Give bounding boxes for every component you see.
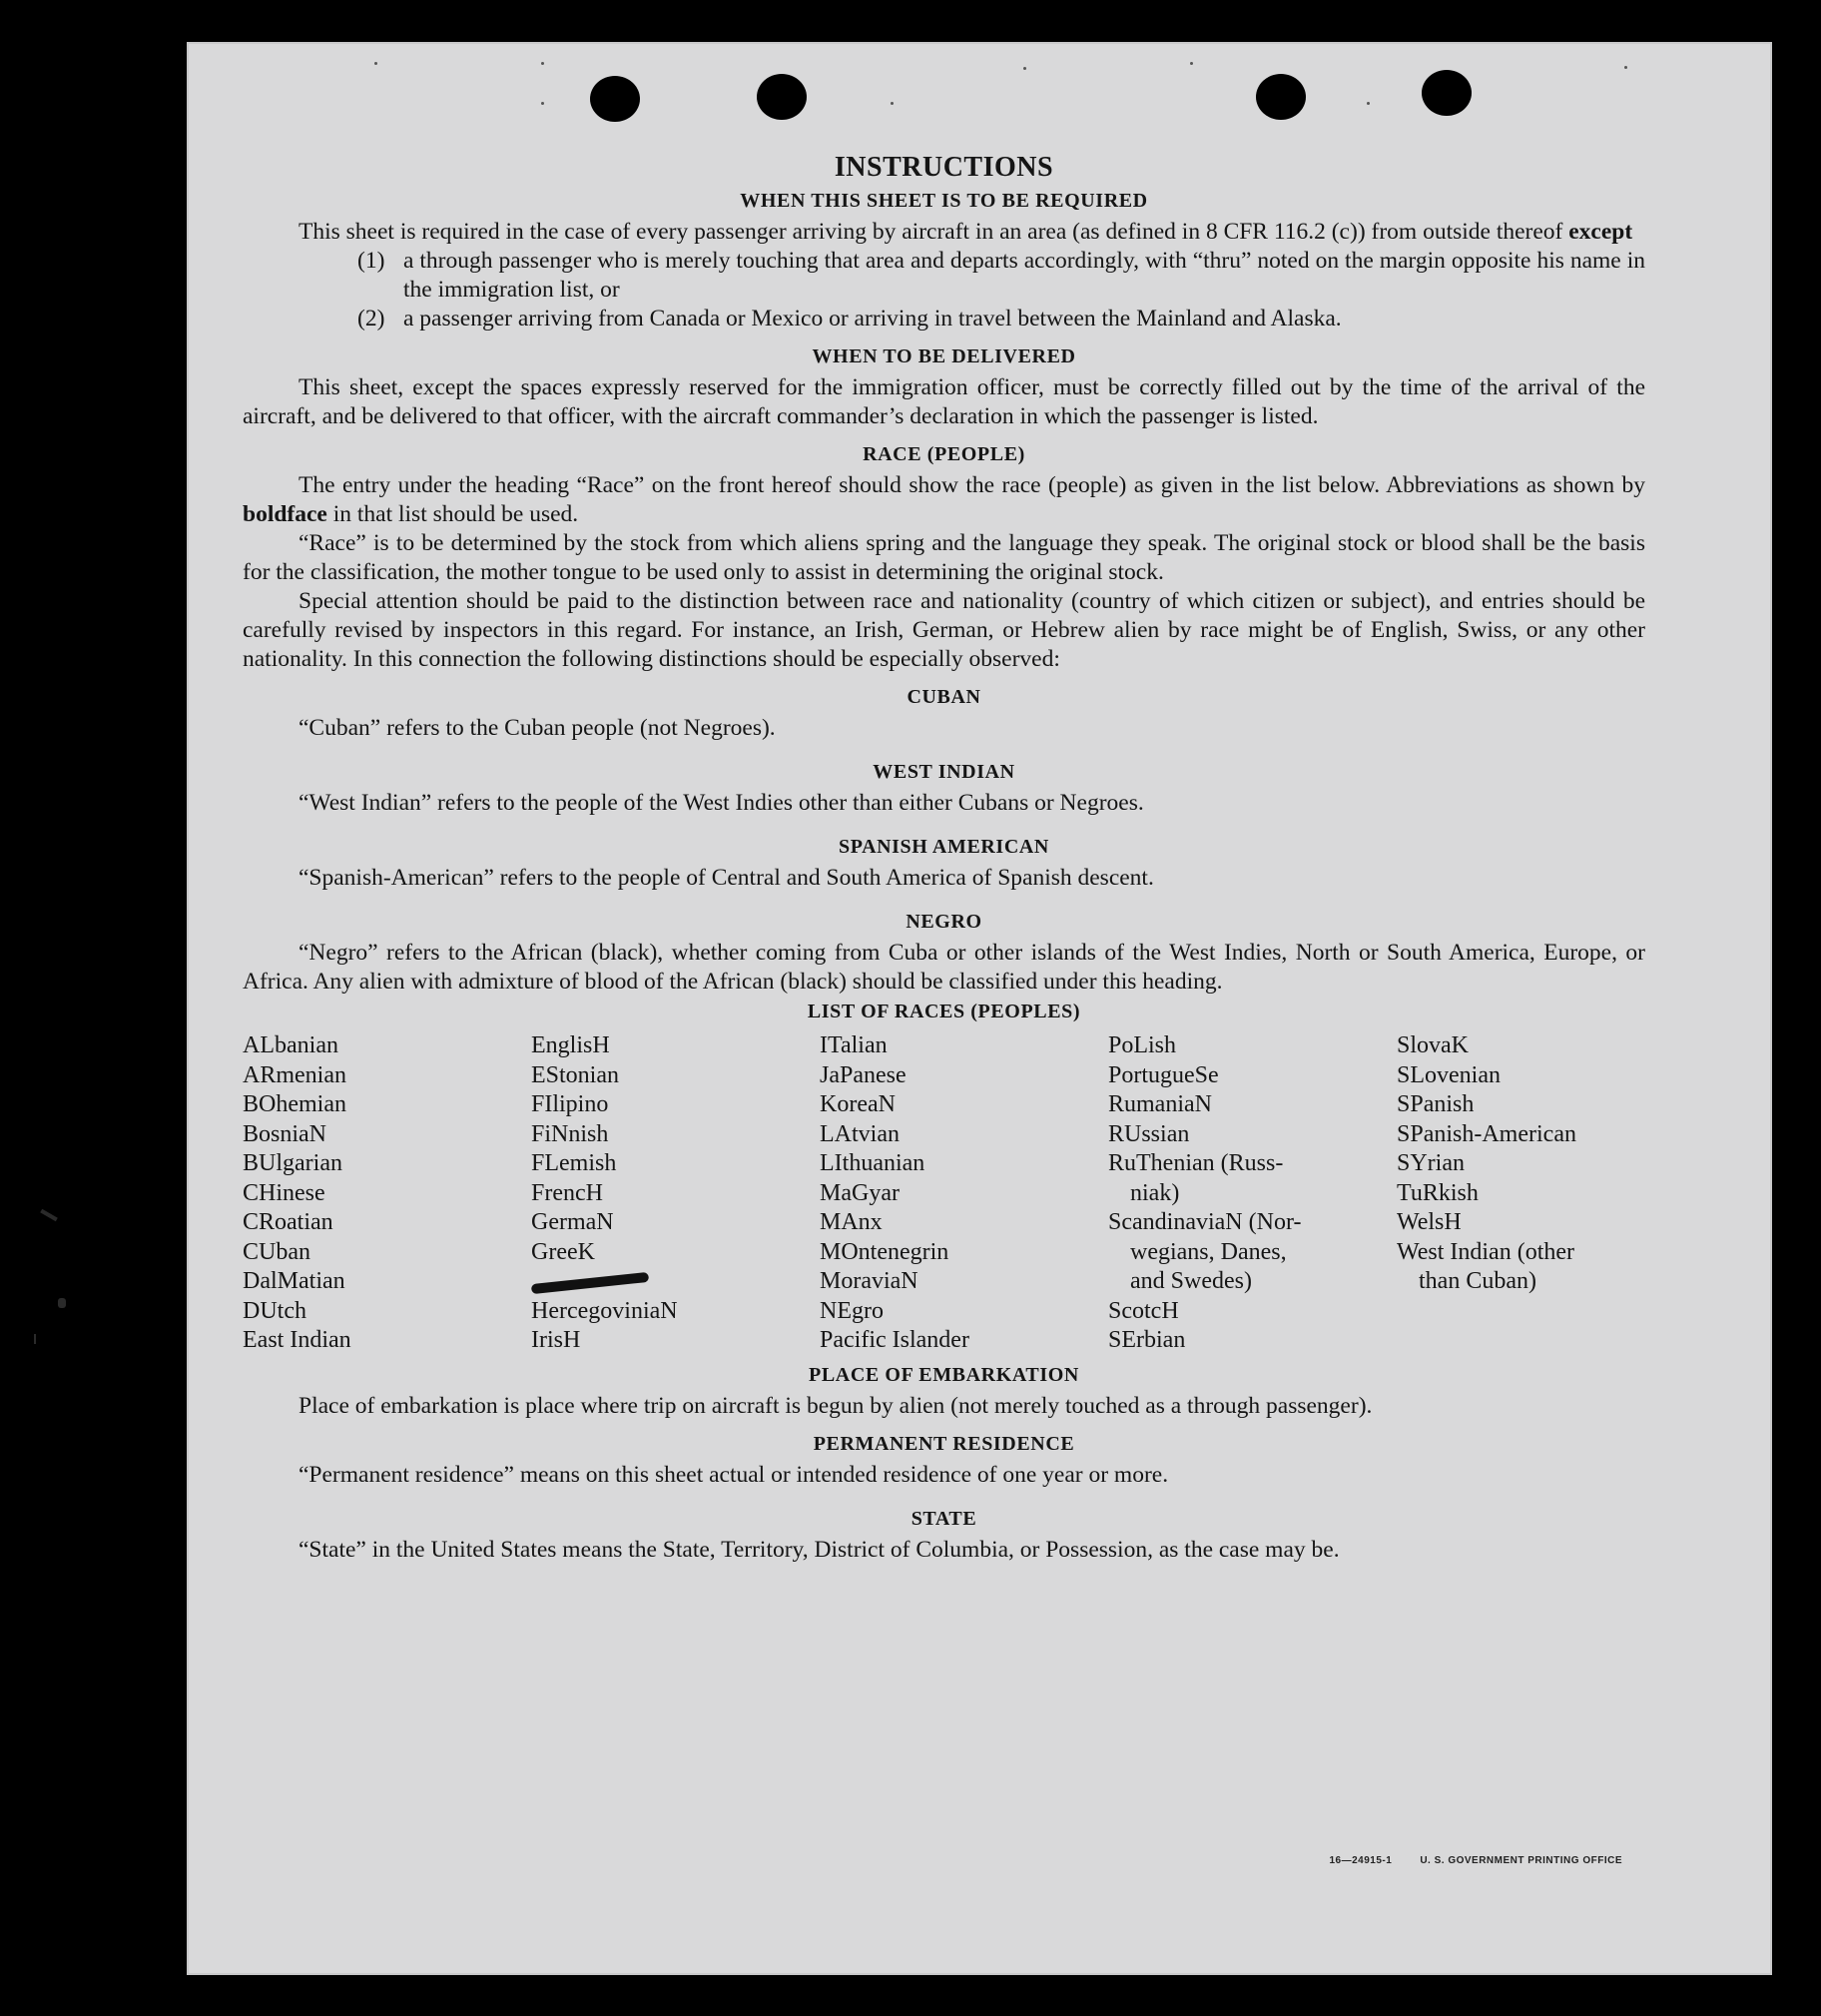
race-entry: ScandinaviaN (Nor- xyxy=(1108,1209,1302,1235)
race-entry: GreeK xyxy=(531,1238,595,1265)
race-entry: HercegoviniaN xyxy=(531,1297,678,1324)
race-column xyxy=(1108,1031,1397,1356)
race-entry: PoLish xyxy=(1108,1032,1177,1058)
west-indian-text: “West Indian” refers to the people of the West Indies other than either Cubans or Negroes. xyxy=(299,790,1144,816)
race-entry: EStonian xyxy=(531,1061,619,1088)
speck xyxy=(374,62,377,65)
race-entry: SPanish xyxy=(1397,1091,1475,1117)
exception-item: (1) a through passenger who is merely touching that area and departs accordingly, with “thru” noted on the margin opposite his name in the immigration list, or xyxy=(357,248,1645,303)
scan-artifact xyxy=(40,1209,58,1221)
race-entry: DUtch xyxy=(243,1297,306,1324)
race-entry: East Indian xyxy=(243,1327,351,1353)
document-sheet xyxy=(187,42,1772,1975)
race-entry: DalMatian xyxy=(243,1268,345,1294)
heading-place-of-embarkation: PLACE OF EMBARKATION xyxy=(809,1363,1079,1386)
race-entry: ScotcH xyxy=(1108,1297,1179,1324)
state-text: “State” in the United States means the State, Territory, District of Columbia, or Possession, as the case may be. xyxy=(299,1536,1340,1563)
speck xyxy=(1023,67,1026,70)
race-entry: SErbian xyxy=(1108,1327,1186,1353)
race-entry: FrencH xyxy=(531,1179,603,1206)
race-entry: ITalian xyxy=(820,1032,888,1058)
speck xyxy=(891,102,894,105)
race-entry: LAtvian xyxy=(820,1120,900,1147)
race-entry: RUssian xyxy=(1108,1120,1190,1147)
speck xyxy=(541,62,544,65)
print-footer xyxy=(1329,1855,1622,1866)
race-entry-continued: than Cuban) xyxy=(1419,1268,1536,1294)
race-entry: MoraviaN xyxy=(820,1268,918,1294)
when-delivered-text: This sheet, except the spaces expressly reserved for the immigration officer, must be correctly filled out by the time of the arrival of the aircraft, and be delivered to that officer, with the aircraft commander’s declaration in which the passenger is listed. xyxy=(243,374,1645,429)
speck xyxy=(1624,66,1627,69)
race-entry: RuThenian (Russ- xyxy=(1108,1150,1284,1176)
race-entry: SYrian xyxy=(1397,1150,1465,1176)
heading-cuban: CUBAN xyxy=(907,686,981,708)
punch-hole xyxy=(757,74,807,120)
race-entry: EnglisH xyxy=(531,1032,610,1058)
speck xyxy=(541,102,544,105)
race-entry: SPanish-American xyxy=(1397,1120,1576,1147)
race-entry: KoreaN xyxy=(820,1091,896,1117)
race-entry: West Indian (other xyxy=(1397,1238,1575,1265)
exception-item: (2) a passenger arriving from Canada or Mexico or arriving in travel between the Mainland and Alaska. xyxy=(357,306,1342,332)
race-entry: CRoatian xyxy=(243,1209,333,1235)
punch-hole xyxy=(1256,74,1306,120)
race-entry: MaGyar xyxy=(820,1179,900,1206)
heading-race: RACE (PEOPLE) xyxy=(863,443,1025,465)
race-entry: TuRkish xyxy=(1397,1179,1479,1206)
race-entry-continued: wegians, Danes, xyxy=(1130,1238,1287,1265)
race-entry: FiNnish xyxy=(531,1120,609,1147)
punch-hole xyxy=(590,76,640,122)
race-entry: JaPanese xyxy=(820,1061,907,1088)
race-paragraph-1: The entry under the heading “Race” on the front hereof should show the race (people) as given in the list below. Abbreviations as shown by boldface in that list should be used. xyxy=(243,472,1645,527)
race-paragraph-3: Special attention should be paid to the distinction between race and nationality (country of which citizen or subject), and entries should be carefully revised by inspectors in this regard. For instance, an Irish, German, or Hebrew alien by race might be of English, Swiss, or any other nationality. In this connection the following distinctions should be especially observed: xyxy=(243,588,1645,672)
race-entry: GermaN xyxy=(531,1209,614,1235)
race-entry: BosniaN xyxy=(243,1120,326,1147)
race-entry: RumaniaN xyxy=(1108,1091,1212,1117)
page-title: INSTRUCTIONS xyxy=(834,152,1054,183)
race-entry: WelsH xyxy=(1397,1209,1462,1235)
race-entry-continued: and Swedes) xyxy=(1130,1268,1252,1294)
race-entry: Pacific Islander xyxy=(820,1327,969,1353)
ink-strikeout xyxy=(531,1272,649,1294)
race-column xyxy=(243,1031,531,1356)
race-list xyxy=(243,1031,1645,1356)
race-entry: MOntenegrin xyxy=(820,1238,949,1265)
race-entry: CHinese xyxy=(243,1179,325,1206)
scan-artifact xyxy=(58,1298,66,1308)
race-entry: ALbanian xyxy=(243,1032,338,1058)
embarkation-text: Place of embarkation is place where trip on aircraft is begun by alien (not merely touched as a through passenger). xyxy=(299,1392,1373,1419)
race-entry: LIthuanian xyxy=(820,1150,925,1176)
race-column xyxy=(820,1031,1108,1356)
speck xyxy=(1190,62,1193,65)
race-column xyxy=(531,1031,820,1356)
heading-west-indian: WEST INDIAN xyxy=(873,761,1015,783)
race-entry: FLemish xyxy=(531,1150,617,1176)
race-entry: MAnx xyxy=(820,1209,883,1235)
race-entry: FIlipino xyxy=(531,1091,609,1117)
race-column xyxy=(1397,1031,1656,1356)
race-entry: SlovaK xyxy=(1397,1032,1469,1058)
race-entry: BOhemian xyxy=(243,1091,346,1117)
residence-text: “Permanent residence” means on this sheet actual or intended residence of one year or more. xyxy=(299,1461,1169,1488)
scan-artifact xyxy=(34,1334,36,1344)
spanish-american-text: “Spanish-American” refers to the people of Central and South America of Spanish descent. xyxy=(299,865,1154,891)
cuban-text: “Cuban” refers to the Cuban people (not Negroes). xyxy=(299,715,776,741)
race-entry: BUlgarian xyxy=(243,1150,342,1176)
heading-spanish-american: SPANISH AMERICAN xyxy=(839,836,1049,858)
when-required-intro: This sheet is required in the case of every passenger arriving by aircraft in an area (as defined in 8 CFR 116.2 (c)) from outside thereof except xyxy=(299,219,1633,245)
race-entry: SLovenian xyxy=(1397,1061,1501,1088)
heading-list-of-races: LIST OF RACES (PEOPLES) xyxy=(807,1001,1081,1022)
printer-imprint: U. S. GOVERNMENT PRINTING OFFICE xyxy=(1420,1855,1622,1866)
heading-when-delivered: WHEN TO BE DELIVERED xyxy=(812,345,1076,367)
race-entry: PortugueSe xyxy=(1108,1061,1219,1088)
speck xyxy=(1367,102,1370,105)
heading-state: STATE xyxy=(910,1507,977,1530)
heading-negro: NEGRO xyxy=(906,911,982,933)
heading-when-required: WHEN THIS SHEET IS TO BE REQUIRED xyxy=(740,190,1148,212)
race-entry: CUban xyxy=(243,1238,310,1265)
document-body xyxy=(243,152,1645,1565)
form-number: 16—24915-1 xyxy=(1329,1855,1393,1866)
punch-hole xyxy=(1422,70,1472,116)
race-entry-continued: niak) xyxy=(1130,1179,1180,1206)
race-paragraph-2: “Race” is to be determined by the stock from which aliens spring and the language they speak. The original stock or blood shall be the basis for the classification, the mother tongue to be used only to assist in determining the original stock. xyxy=(243,530,1645,585)
race-entry: IrisH xyxy=(531,1327,581,1353)
race-entry-struck-out xyxy=(531,1267,820,1297)
heading-permanent-residence: PERMANENT RESIDENCE xyxy=(813,1432,1075,1455)
race-entry: ARmenian xyxy=(243,1061,346,1088)
negro-text: “Negro” refers to the African (black), whether coming from Cuba or other islands of the West Indies, North or South America, Europe, or Africa. Any alien with admixture of blood of the African (black) should be classified under this heading. xyxy=(243,940,1645,995)
race-entry: NEgro xyxy=(820,1297,884,1324)
